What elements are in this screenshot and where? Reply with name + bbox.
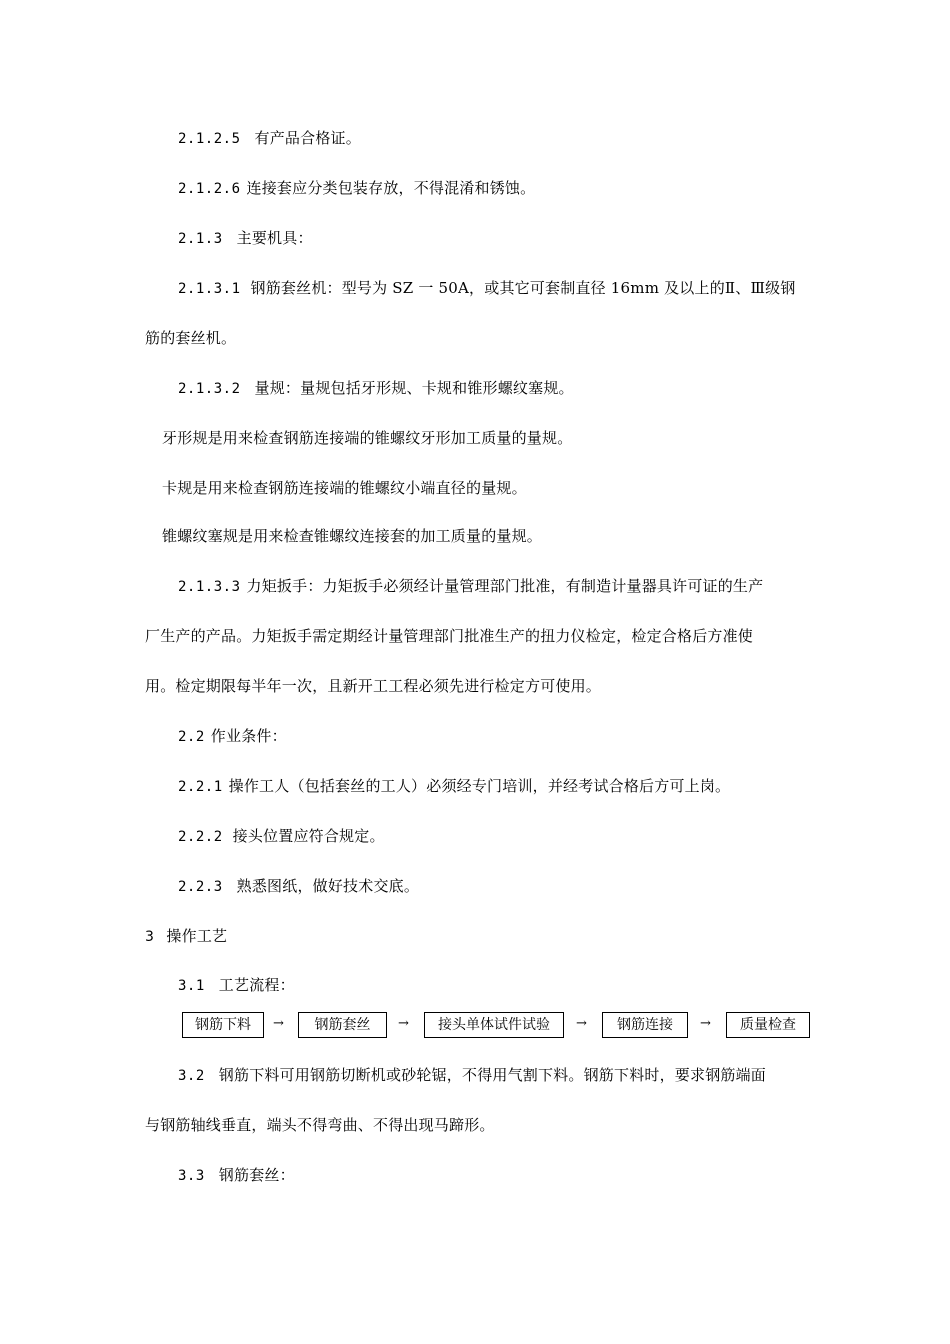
paragraph-text: 作业条件： [210, 727, 287, 745]
section-number: 2.1.3.3 [178, 579, 241, 595]
paragraph-3-2-line1 [178, 1065, 807, 1086]
heading-2-1-3 [178, 228, 807, 249]
arrow-right-icon: → [398, 1016, 409, 1031]
paragraph-2-1-3-3-line3: 用。检定期限每半年一次，且新开工工程必须先进行检定方可使用。 [145, 677, 602, 695]
paragraph-text: 熟悉图纸，做好技术交底。 [236, 877, 420, 895]
section-number: 2.1.3.2 [178, 381, 241, 397]
paragraph-2-2-2 [178, 826, 807, 847]
paragraph-2-2-3 [178, 876, 807, 897]
paragraph-text: 力矩扳手：力矩扳手必须经计量管理部门批准，有制造计量器具许可证的生产 [246, 577, 764, 595]
paragraph-2-1-3-1-line2: 筋的套丝机。 [145, 329, 237, 347]
heading-text: 操作工艺 [166, 927, 228, 945]
section-number: 2.2.1 [178, 779, 223, 795]
flow-step-connection: 钢筋连接 [602, 1012, 688, 1038]
section-number: 3 [145, 929, 155, 945]
paragraph-2-1-3-2 [178, 378, 807, 399]
arrow-right-icon: → [700, 1016, 711, 1031]
paragraph-text: 主要机具： [236, 229, 313, 247]
paragraph-text: 钢筋下料可用钢筋切断机或砂轮锯，不得用气割下料。钢筋下料时，要求钢筋端面 [218, 1066, 767, 1084]
flow-step-quality-check: 质量检查 [726, 1012, 810, 1038]
paragraph-text: 量规：量规包括牙形规、卡规和锥形螺纹塞规。 [254, 379, 574, 397]
paragraph-text: 操作工人（包括套丝的工人）必须经专门培训，并经考试合格后方可上岗。 [228, 777, 731, 795]
paragraph-thread-gauge: 牙形规是用来检查钢筋连接端的锥螺纹牙形加工质量的量规。 [162, 429, 573, 447]
section-number: 2.1.2.6 [178, 181, 241, 197]
flow-step-threading: 钢筋套丝 [298, 1012, 387, 1038]
paragraph-2-1-2-6 [178, 178, 807, 199]
paragraph-plug-gauge: 锥螺纹塞规是用来检查锥螺纹连接套的加工质量的量规。 [162, 527, 543, 545]
paragraph-2-1-3-3-line1 [178, 576, 807, 597]
section-number: 3.3 [178, 1168, 205, 1184]
paragraph-3-2-line2: 与钢筋轴线垂直，端头不得弯曲、不得出现马蹄形。 [145, 1116, 495, 1134]
section-number: 2.1.2.5 [178, 131, 241, 147]
paragraph-text: 钢筋套丝： [218, 1166, 295, 1184]
section-number: 2.2 [178, 729, 205, 745]
flow-step-specimen-test: 接头单体试件试验 [424, 1012, 564, 1038]
paragraph-2-1-3-1-line1 [178, 278, 807, 299]
paragraph-text: 连接套应分类包装存放，不得混淆和锈蚀。 [246, 179, 536, 197]
section-number: 3.2 [178, 1068, 205, 1084]
arrow-right-icon: → [273, 1016, 284, 1031]
heading-3 [145, 926, 807, 947]
paragraph-text: 接头位置应符合规定。 [232, 827, 385, 845]
paragraph-text: 钢筋套丝机：型号为 SZ 一 50A，或其它可套制直径 16mm 及以上的Ⅱ、Ⅲ级钢 [250, 279, 796, 297]
paragraph-text: 有产品合格证。 [254, 129, 361, 147]
section-number: 3.1 [178, 978, 205, 994]
paragraph-caliper-gauge: 卡规是用来检查钢筋连接端的锥螺纹小端直径的量规。 [162, 479, 527, 497]
process-flow-diagram [0, 1012, 950, 1038]
heading-3-1 [178, 975, 807, 996]
section-number: 2.1.3.1 [178, 281, 241, 297]
paragraph-2-1-3-3-line2: 厂生产的产品。力矩扳手需定期经计量管理部门批准生产的扭力仪检定，检定合格后方准使 [145, 627, 754, 645]
section-number: 2.2.2 [178, 829, 223, 845]
flow-step-cutting: 钢筋下料 [182, 1012, 264, 1038]
section-number: 2.2.3 [178, 879, 223, 895]
heading-3-3 [178, 1165, 807, 1186]
paragraph-text: 工艺流程： [218, 976, 295, 994]
paragraph-2-1-2-5 [178, 128, 807, 149]
arrow-right-icon: → [576, 1016, 587, 1031]
paragraph-2-2-1 [178, 776, 807, 797]
section-number: 2.1.3 [178, 231, 223, 247]
heading-2-2 [178, 726, 807, 747]
